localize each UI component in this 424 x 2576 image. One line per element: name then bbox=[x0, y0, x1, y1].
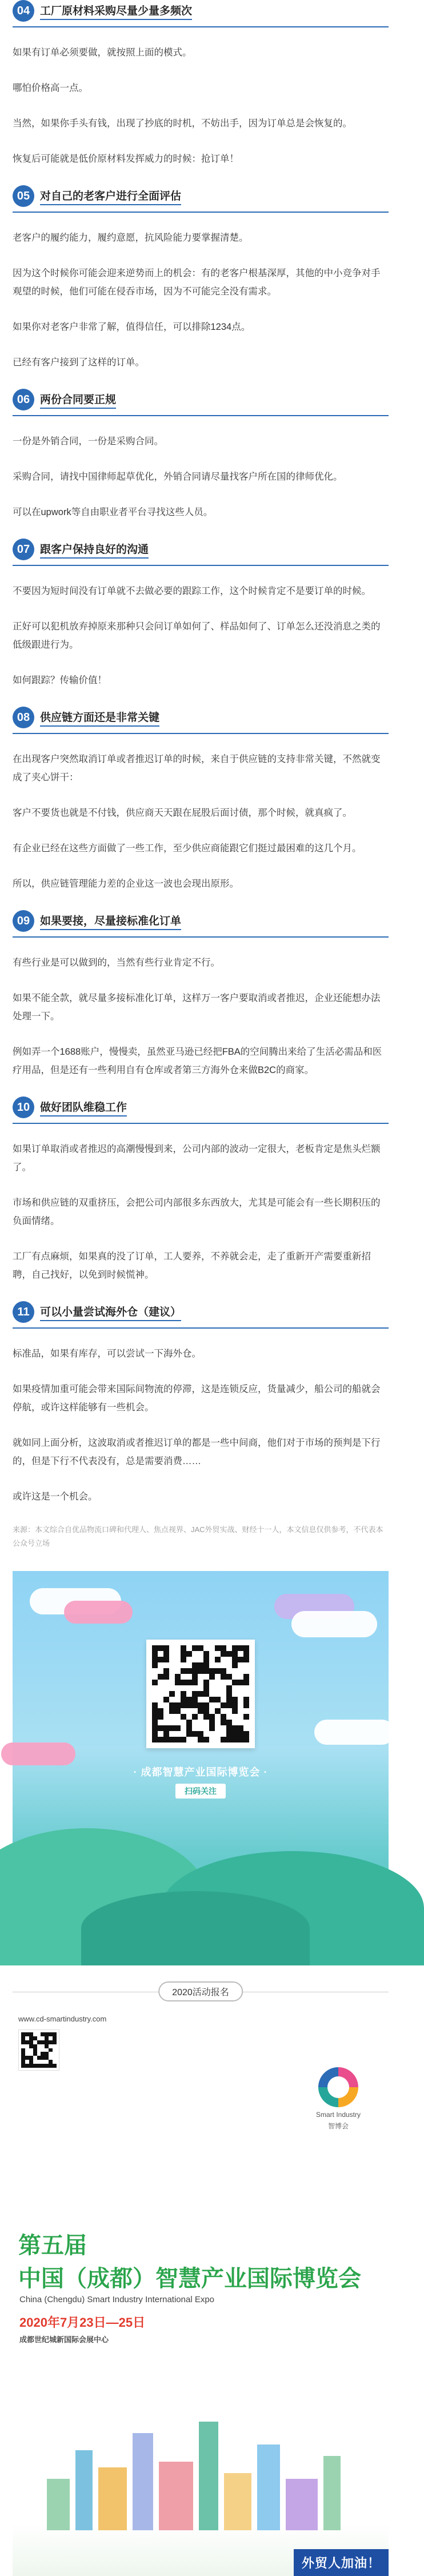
paragraph: 如果不能全款，就尽量多接标准化订单，这样万一客户要取消或者推迟，企业还能想办法处理一下。 bbox=[13, 993, 381, 1022]
section-number-badge: 11 bbox=[13, 1301, 34, 1323]
building-shape bbox=[257, 2445, 280, 2530]
section-header bbox=[13, 185, 389, 213]
registration-tag[interactable]: 2020活动报名 bbox=[158, 1981, 243, 2001]
logo-icon bbox=[318, 2067, 358, 2107]
qr-banner-name: · 成都智慧产业国际博览会 · bbox=[133, 1766, 268, 1778]
paragraph: 客户不要货也就是不付钱，供应商天天跟在屁股后面讨债，那个时候，就真疯了。 bbox=[13, 808, 352, 818]
section-number-badge: 06 bbox=[13, 389, 34, 410]
paragraph: 有企业已经在这些方面做了一些工作，至少供应商能跟它们挺过最困难的这几个月。 bbox=[13, 843, 362, 854]
paragraph: 可以在upwork等自由职业者平台寻找这些人员。 bbox=[13, 507, 213, 517]
paragraph: 已经有客户接到了这样的订单。 bbox=[13, 357, 145, 368]
paragraph: 不要因为短时间没有订单就不去做必要的跟踪工作，这个时候肯定不是要订单的时候。 bbox=[13, 586, 371, 596]
paragraph: 就如同上面分析，这波取消或者推迟订单的都是一些中间商，他们对于市场的预判是下行的，但是下行不代表没有，总是需要消费…… bbox=[13, 1438, 381, 1466]
article-section bbox=[13, 185, 389, 372]
section-title: 可以小量尝试海外仓（建议） bbox=[40, 1303, 181, 1321]
paragraph: 当然，如果你手头有钱，出现了抄底的时机，不妨出手，因为订单总是会恢复的。 bbox=[13, 118, 352, 129]
paragraph: 标准品，如果有库存，可以尝试一下海外仓。 bbox=[13, 1349, 201, 1359]
paragraph: 如果有订单必须要做，就按照上面的模式。 bbox=[13, 47, 192, 58]
section-header bbox=[13, 389, 389, 416]
paragraph: 例如弄一个1688账户，慢慢卖，虽然亚马逊已经把FBA的空间腾出来给了生活必需品和医疗用品，但是还有一些利用自有仓库或者第三方海外仓来做B2C的商家。 bbox=[13, 1047, 382, 1075]
city-skyline bbox=[13, 2416, 389, 2530]
expo-logo bbox=[298, 2067, 378, 2130]
article-section bbox=[13, 1096, 389, 1284]
section-title: 工厂原材料采购尽量少量多频次 bbox=[40, 2, 192, 20]
section-number-badge: 04 bbox=[13, 0, 34, 22]
section-header bbox=[13, 1096, 389, 1124]
qr-code[interactable] bbox=[146, 1640, 255, 1748]
section-number-badge: 08 bbox=[13, 707, 34, 728]
section-number-badge: 09 bbox=[13, 910, 34, 932]
section-number-badge: 10 bbox=[13, 1096, 34, 1118]
hill-shape bbox=[81, 1891, 310, 1965]
paragraph: 或许这是一个机会。 bbox=[13, 1492, 98, 1502]
building-shape bbox=[199, 2422, 218, 2530]
expo-banner bbox=[13, 1981, 389, 2576]
section-header bbox=[13, 707, 389, 734]
cloud-shape bbox=[314, 1720, 394, 1745]
section-title: 供应链方面还是非常关键 bbox=[40, 709, 159, 727]
expo-english-title: China (Chengdu) Smart Industry International Expo bbox=[19, 2295, 215, 2304]
slogan-banner: 外贸人加油！ bbox=[294, 2549, 389, 2576]
scan-follow-label: 扫码关注 bbox=[175, 1784, 226, 1799]
article-section bbox=[13, 1301, 389, 1506]
cloud-shape bbox=[1, 1742, 75, 1765]
section-header bbox=[13, 0, 389, 27]
cloud-shape bbox=[64, 1601, 133, 1624]
logo-text-cn: 智博会 bbox=[327, 2122, 349, 2130]
building-shape bbox=[286, 2479, 318, 2530]
qr-banner bbox=[13, 1571, 389, 1965]
building-shape bbox=[224, 2473, 251, 2530]
section-header bbox=[13, 910, 389, 938]
section-number-badge: 07 bbox=[13, 539, 34, 560]
paragraph: 采购合同，请找中国律师起草优化，外销合同请尽量找客户所在国的律师优化。 bbox=[13, 472, 343, 482]
expo-edition: 第五届 bbox=[18, 2233, 87, 2258]
paragraph: 有些行业是可以做到的，当然有些行业肯定不行。 bbox=[13, 958, 220, 968]
building-shape bbox=[159, 2462, 193, 2530]
building-shape bbox=[323, 2456, 341, 2530]
paragraph: 如果你对老客户非常了解，值得信任，可以排除1234点。 bbox=[13, 322, 251, 332]
paragraph: 老客户的履约能力，履约意愿，抗风险能力要掌握清楚。 bbox=[13, 233, 249, 243]
article-section bbox=[13, 539, 389, 689]
article-section bbox=[13, 0, 389, 168]
section-number-badge: 05 bbox=[13, 185, 34, 207]
expo-qr-code[interactable] bbox=[18, 2029, 59, 2071]
building-shape bbox=[133, 2433, 153, 2530]
expo-date: 2020年7月23日—25日 bbox=[19, 2315, 146, 2330]
paragraph: 哪怕价格高一点。 bbox=[13, 83, 88, 93]
expo-website[interactable]: www.cd-smartindustry.com bbox=[18, 2015, 107, 2023]
paragraph: 恢复后可能就是低价原材料发挥威力的时候：抢订单！ bbox=[13, 154, 239, 164]
expo-venue: 成都世纪城新国际会展中心 bbox=[19, 2335, 109, 2344]
paragraph: 如果疫情加重可能会带来国际间物流的停滞，这是连锁反应，货量减少，船公司的船就会停航，或许这样能够有一些机会。 bbox=[13, 1384, 381, 1413]
section-title: 做好团队维稳工作 bbox=[40, 1099, 127, 1116]
qr-code-pattern bbox=[21, 2032, 57, 2068]
expo-title: 中国（成都）智慧产业国际博览会 bbox=[18, 2266, 361, 2291]
article-section bbox=[13, 389, 389, 521]
paragraph: 如果订单取消或者推迟的高潮慢慢到来，公司内部的波动一定很大，老板肯定是焦头烂额了。 bbox=[13, 1144, 381, 1173]
article-section bbox=[13, 707, 389, 893]
paragraph: 市场和供应链的双重挤压，会把公司内部很多东西放大，尤其是可能会有一些长期积压的负面情绪。 bbox=[13, 1198, 381, 1226]
building-shape bbox=[75, 2450, 93, 2530]
paragraph: 正好可以犯机放弃掉原来那种只会问订单如何了、样品如何了、订单怎么还没消息之类的低级跟进行为。 bbox=[13, 621, 381, 650]
source-note: 来源：本文综合自优品物流口碑和代理人、焦点视界、JAC外贸实战、财经十一人，本文信息仅供参考，不代表本公众号立场 bbox=[13, 1525, 383, 1548]
cloud-shape bbox=[291, 1611, 377, 1637]
logo-text: Smart Industry bbox=[315, 2111, 361, 2119]
section-header bbox=[13, 1301, 389, 1329]
section-title: 如果要接，尽量接标准化订单 bbox=[40, 912, 181, 930]
section-title: 对自己的老客户进行全面评估 bbox=[40, 188, 181, 205]
article-section bbox=[13, 910, 389, 1079]
paragraph: 因为这个时候你可能会迎来逆势而上的机会：有的老客户根基深厚，其他的中小竞争对手观望的时候，他们可能在侵吞市场，因为不可能完全没有需求。 bbox=[13, 268, 381, 297]
paragraph: 在出现客户突然取消订单或者推迟订单的时候，来自于供应链的支持非常关键，不然就变成了夹心饼干： bbox=[13, 754, 381, 783]
paragraph: 工厂有点麻烦，如果真的没了订单，工人要养，不养就会走，走了重新开产需要重新招聘，自己找好，以免到时候慌神。 bbox=[13, 1251, 371, 1280]
paragraph: 所以，供应链管理能力差的企业这一波也会现出原形。 bbox=[13, 879, 239, 889]
building-shape bbox=[98, 2467, 127, 2530]
paragraph: 一份是外销合同，一份是采购合同。 bbox=[13, 436, 163, 446]
section-title: 跟客户保持良好的沟通 bbox=[40, 541, 149, 559]
qr-code-pattern bbox=[152, 1645, 249, 1742]
section-title: 两份合同要正规 bbox=[40, 391, 116, 409]
section-header bbox=[13, 539, 389, 566]
building-shape bbox=[47, 2479, 70, 2530]
paragraph: 如何跟踪？传输价值！ bbox=[13, 675, 107, 685]
